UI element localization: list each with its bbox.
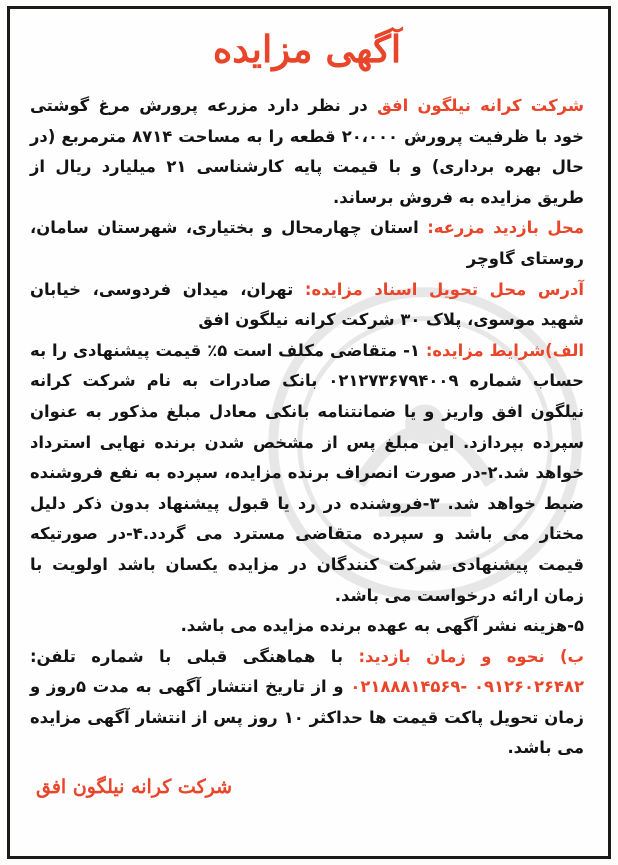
- docs-address-text: تهران، میدان فردوسی، خیابان شهید موسوی، پلاک ۳۰ شرکت کرانه نیلگون افق: [30, 279, 584, 330]
- visit-method-label: ب) نحوه و زمان بازدید:: [358, 646, 584, 666]
- notice-frame: [7, 6, 611, 859]
- conditions-paragraph: [30, 336, 584, 611]
- docs-address-paragraph: [30, 275, 584, 336]
- closing-text: و از تاریخ انتشار آگهی به مدت ۵روز و زمان تحویل پاکت قیمت ها حداکثر ۱۰ روز پس از انتشار آگهی مزایده می باشد.: [30, 677, 584, 758]
- notice-title: آگهی مزایده: [212, 27, 402, 71]
- intro-text: در نظر دارد مزرعه پرورش مرغ گوشتی خود با ظرفیت پرورش ۲۰،۰۰۰ قطعه را به مساحت ۸۷۱۴ مترمربع (در حال بهره برداری) و با قیمت پایه کارشناسی ۲۱ میلیارد ریال از طریق مزایده به فروش برساند.: [30, 96, 584, 207]
- conditions-text: ۱- متقاضی مکلف است ۵٪ قیمت پیشنهادی را به حساب شماره ۰۲۱۲۷۳۶۷۹۴۰۰۹ بانک صادرات به نام شرکت کرانه نیلگون افق واریز و یا ضمانتنامه بانکی معادل مبلغ مذکور به عنوان سپرده بپردازد. این مبلغ پس از مشخص شدن برنده نهایی استرداد خواهد شد.۲-در صورت انصراف برنده مزایده، سپرده به نفع فروشنده ضبط خواهد شد. ۳-فروشنده در رد یا قبول پیشنهاد بدون ذکر دلیل مختار می باشد و سپرده متقاضی مسترد می گردد.۴-در صورتیکه قیمت پیشنهادی شرکت کنندگان در مزایده یکسان باشد اولویت با زمان ارائه درخواست می باشد.: [30, 340, 585, 605]
- intro-paragraph: [30, 91, 584, 213]
- visit-method-paragraph: [30, 642, 584, 764]
- footer-signature: شرکت کرانه نیلگون افق: [36, 776, 233, 799]
- docs-address-label: آدرس محل تحویل اسناد مزایده:: [304, 279, 584, 299]
- visit-location-paragraph: [30, 213, 584, 274]
- visit-method-text: با هماهنگی قبلی با شماره تلفن:: [30, 646, 344, 666]
- visit-location-label: محل بازدید مزرعه:: [427, 218, 584, 238]
- company-name: شرکت کرانه نیلگون افق: [377, 96, 584, 115]
- visit-location-text: استان چهارمحال و بختیاری، شهرستان سامان، روستای گاوچر: [30, 218, 584, 268]
- conditions-label: الف)شرایط مزایده:: [425, 340, 584, 360]
- cost-text: ۵-هزینه نشر آگهی به عهده برنده مزایده می باشد.: [180, 616, 584, 636]
- phone-numbers: ۰۹۱۲۶۰۲۶۴۸۲ -۰۲۱۸۸۸۱۴۵۶۹: [350, 677, 584, 697]
- cost-paragraph: [30, 611, 584, 642]
- notice-content: [10, 9, 608, 803]
